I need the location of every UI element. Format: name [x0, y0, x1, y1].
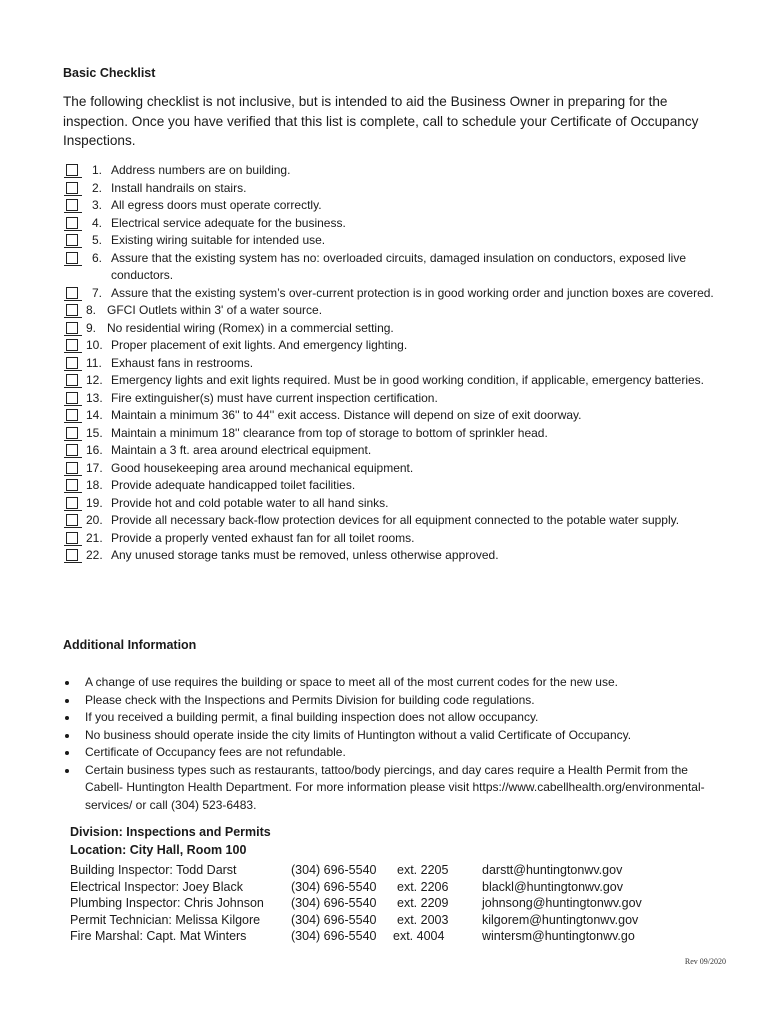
checklist-item	[64, 460, 714, 478]
contact-role: Building Inspector: Todd Darst	[70, 863, 237, 877]
checklist-item	[64, 495, 714, 513]
division-info	[70, 824, 271, 859]
contact-email[interactable]: kilgorem@huntingtonwv.gov	[482, 912, 639, 927]
checkbox[interactable]	[66, 164, 78, 176]
contact-row	[70, 862, 720, 879]
checklist-item-number: 18.	[86, 478, 103, 492]
checkbox[interactable]	[66, 339, 78, 351]
checklist-item-text: Maintain a 3 ft. area around electrical equipment.	[111, 443, 372, 457]
contact-email[interactable]: wintersm@huntingtonwv.go	[482, 929, 635, 943]
checkbox[interactable]	[66, 182, 78, 194]
checklist-item-number: 10.	[86, 338, 103, 352]
checklist-item	[64, 302, 714, 320]
checklist-item-text: Maintain a minimum 36'' to 44'' exit access. Distance will depend on size of exit doorway.	[111, 408, 582, 422]
checkbox[interactable]	[66, 427, 78, 439]
intro-paragraph: The following checklist is not inclusive, but is intended to aid the Business Owner in preparing for the inspection. Once you have verified that this list is complete, call to schedule your Certificate of Occupancy Inspections.	[63, 94, 699, 148]
contact-ext: ext. 2206	[397, 879, 449, 894]
bullet-item: No business should operate inside the city limits of Huntington without a valid Certificate of Occupancy.	[63, 727, 713, 745]
contact-row	[70, 895, 720, 912]
division-name: Division: Inspections and Permits	[70, 825, 271, 839]
checkbox[interactable]	[66, 444, 78, 456]
checklist-item	[64, 442, 714, 460]
checklist-item-text: Good housekeeping area around mechanical equipment.	[111, 460, 414, 475]
contact-phone: (304) 696-5540	[291, 896, 377, 910]
checkbox[interactable]	[66, 199, 78, 211]
division-location: Location: City Hall, Room 100	[70, 842, 247, 857]
contact-role: Plumbing Inspector: Chris Johnson	[70, 896, 264, 910]
checklist-item-text: Maintain a minimum 18'' clearance from top of storage to bottom of sprinkler head.	[111, 425, 548, 440]
bullet-item: Please check with the Inspections and Permits Division for building code regulations.	[63, 692, 713, 710]
contact-ext: ext. 2003	[397, 912, 449, 927]
contact-table	[70, 862, 720, 945]
contact-row	[70, 879, 720, 896]
checklist-item-text: Provide hot and cold potable water to all hand sinks.	[111, 495, 389, 510]
checklist-item-number: 7.	[92, 285, 103, 300]
checkbox[interactable]	[66, 514, 78, 526]
checklist-item	[64, 197, 714, 215]
checklist-item	[64, 180, 714, 198]
revision-label: Rev 09/2020	[684, 957, 726, 966]
bullet-item: Certificate of Occupancy fees are not refundable.	[63, 744, 713, 762]
checklist-item-text: Fire extinguisher(s) must have current inspection certification.	[111, 390, 438, 405]
checkbox[interactable]	[66, 322, 78, 334]
checklist-item	[64, 390, 714, 408]
checklist-item-number: 22.	[86, 548, 103, 562]
additional-info-list	[63, 674, 713, 814]
checklist-item	[64, 425, 714, 443]
checklist-item-number: 1.	[92, 163, 103, 177]
checklist-item-number: 5.	[92, 233, 103, 247]
checklist-item	[64, 320, 714, 338]
checklist-item-number: 16.	[86, 443, 103, 457]
checkbox[interactable]	[66, 357, 78, 369]
checklist-item-text: Provide adequate handicapped toilet facilities.	[111, 478, 356, 492]
contact-role: Permit Technician: Melissa Kilgore	[70, 912, 261, 927]
checklist-item-text: No residential wiring (Romex) in a commercial setting.	[107, 320, 394, 335]
checklist-item-text: Provide a properly vented exhaust fan for all toilet rooms.	[111, 530, 415, 545]
checkbox[interactable]	[66, 392, 78, 404]
checklist-item-number: 13.	[86, 390, 103, 405]
checklist-item	[64, 232, 714, 250]
checkbox[interactable]	[66, 549, 78, 561]
checklist-item	[64, 215, 714, 233]
checklist-item-number: 17.	[86, 460, 103, 475]
checklist-item	[64, 372, 714, 390]
checklist-item	[64, 337, 714, 355]
checklist-item-number: 12.	[86, 373, 103, 387]
contact-ext: ext. 4004	[393, 929, 445, 943]
contact-role: Electrical Inspector: Joey Black	[70, 879, 243, 894]
checklist-item-text: Assure that the existing system’s over-current protection is in good working order and junction boxes are covered.	[111, 285, 714, 300]
contact-row	[70, 928, 720, 945]
contact-ext: ext. 2209	[397, 896, 449, 910]
checklist-item-number: 4.	[92, 215, 103, 230]
checklist-item-number: 19.	[86, 495, 103, 510]
checkbox[interactable]	[66, 234, 78, 246]
checkbox[interactable]	[66, 479, 78, 491]
checklist-item	[64, 477, 714, 495]
contact-row	[70, 912, 720, 929]
checklist-item-text: Emergency lights and exit lights required. Must be in good working condition, if applicable, emergency batteries.	[111, 373, 704, 387]
checklist-item-text: Existing wiring suitable for intended use.	[111, 233, 326, 247]
checklist-item-text: All egress doors must operate correctly.	[111, 198, 322, 212]
checklist-item-number: 21.	[86, 530, 103, 545]
checklist-item-text: Address numbers are on building.	[111, 163, 291, 177]
checklist-item	[64, 512, 714, 530]
checklist-item-number: 15.	[86, 425, 103, 440]
checklist-item-number: 20.	[86, 513, 103, 527]
checklist-item-text: GFCI Outlets within 3' of a water source.	[107, 303, 323, 317]
checklist	[64, 162, 714, 565]
additional-info-heading: Additional Information	[63, 638, 197, 652]
checklist-item-number: 14.	[86, 408, 103, 422]
contact-phone: (304) 696-5540	[291, 929, 377, 943]
checklist-item	[64, 355, 714, 373]
checklist-item	[64, 530, 714, 548]
contact-phone: (304) 696-5540	[291, 879, 377, 894]
checkbox[interactable]	[66, 532, 78, 544]
checklist-item-number: 6.	[92, 250, 103, 265]
contact-email[interactable]: darstt@huntingtonwv.gov	[482, 863, 623, 877]
checkbox[interactable]	[66, 217, 78, 229]
contact-email[interactable]: blackl@huntingtonwv.gov	[482, 879, 624, 894]
bullet-item: A change of use requires the building or space to meet all of the most current codes for the new use.	[63, 674, 713, 692]
checklist-item-text: Exhaust fans in restrooms.	[111, 355, 254, 370]
bullet-item: If you received a building permit, a final building inspection does not allow occupancy.	[63, 709, 713, 727]
contact-ext: ext. 2205	[397, 863, 449, 877]
checkbox[interactable]	[66, 497, 78, 509]
checkbox[interactable]	[66, 304, 78, 316]
contact-role: Fire Marshal: Capt. Mat Winters	[70, 929, 247, 943]
checklist-item-text: Electrical service adequate for the business.	[111, 215, 346, 230]
checklist-item-text: Provide all necessary back-flow protection devices for all equipment connected to the potable water supply.	[111, 513, 680, 527]
checklist-item-number: 3.	[92, 198, 103, 212]
checklist-item-number: 9.	[86, 320, 97, 335]
checklist-item-number: 2.	[92, 180, 103, 195]
checklist-item	[64, 250, 714, 285]
checkbox[interactable]	[66, 374, 78, 386]
page-title: Basic Checklist	[63, 66, 156, 80]
checklist-item-number: 8.	[86, 303, 97, 317]
checklist-item-text: Proper placement of exit lights. And emergency lighting.	[111, 338, 408, 352]
bullet-item: Certain business types such as restaurants, tattoo/body piercings, and day cares require a Health Permit from the Cabell- Huntington Health Department. For more information please visit https://www.cabellhealth.org/environmental-services/ or call (304) 523-6483.	[63, 762, 713, 815]
contact-phone: (304) 696-5540	[291, 912, 377, 927]
checkbox[interactable]	[66, 287, 78, 299]
checkbox[interactable]	[66, 409, 78, 421]
checklist-item-number: 11.	[86, 355, 102, 370]
checkbox[interactable]	[66, 252, 78, 264]
checklist-item-text: Install handrails on stairs.	[111, 180, 247, 195]
checkbox[interactable]	[66, 462, 78, 474]
contact-phone: (304) 696-5540	[291, 863, 377, 877]
checklist-item	[64, 285, 714, 303]
checklist-item	[64, 407, 714, 425]
checklist-item-text: Any unused storage tanks must be removed, unless otherwise approved.	[111, 548, 499, 562]
contact-email[interactable]: johnsong@huntingtonwv.gov	[482, 896, 642, 910]
checklist-item	[64, 547, 714, 565]
checklist-item	[64, 162, 714, 180]
checklist-item-text: Assure that the existing system has no: overloaded circuits, damaged insulation on conductors, exposed live conductors.	[111, 250, 686, 282]
